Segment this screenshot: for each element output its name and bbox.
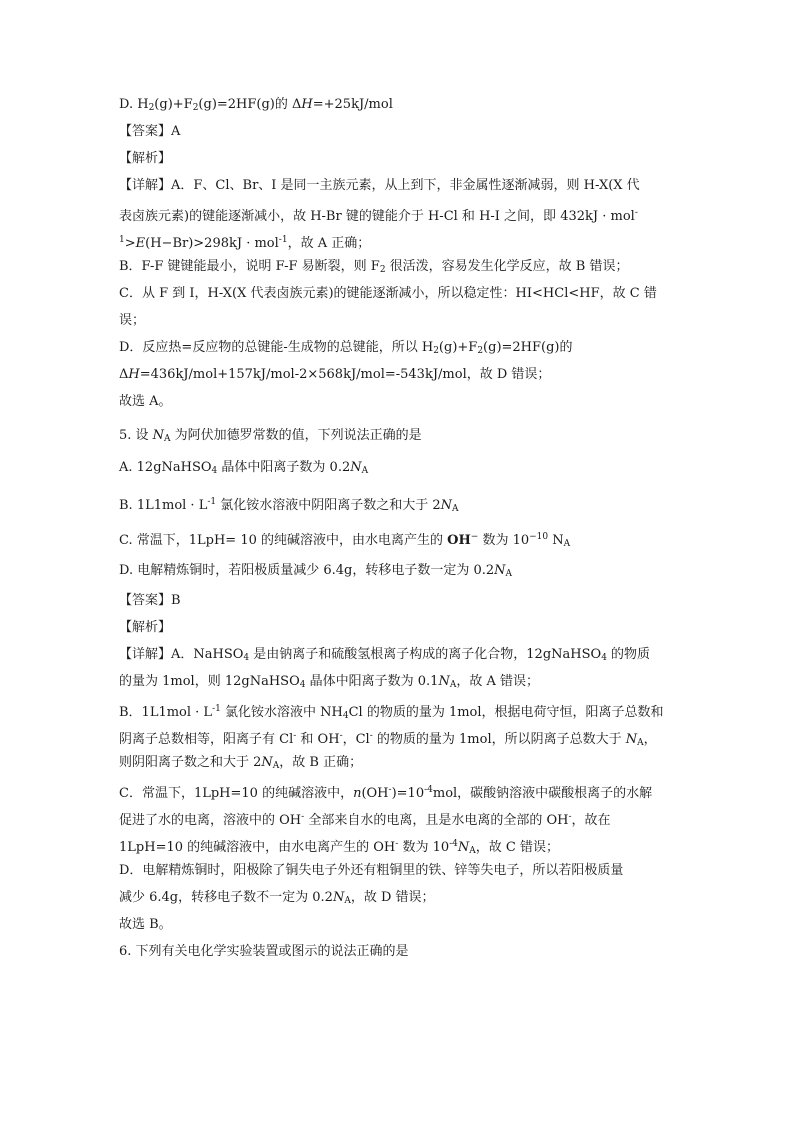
text-run: - <box>395 839 399 849</box>
text-run: A <box>637 738 644 748</box>
text-run: 2 <box>433 346 439 356</box>
text-line <box>119 647 679 666</box>
text-run: (OH <box>361 786 389 801</box>
text-run: -1 <box>212 704 221 714</box>
text-run: -1 <box>207 497 217 507</box>
text-line <box>119 259 679 278</box>
text-run: ，故 A 正确； <box>287 236 371 251</box>
text-line <box>119 944 679 960</box>
text-run: N <box>440 498 453 513</box>
text-run: A <box>469 846 476 856</box>
text-run: A <box>563 539 571 549</box>
text-run: D. H <box>119 97 149 112</box>
text-run: A <box>361 466 369 476</box>
text-line <box>119 313 679 329</box>
text-run: 故选 A。 <box>119 394 172 409</box>
text-run: 1LpH=10 的纯碱溶液中，由水电离产生的 OH <box>119 840 396 855</box>
text-run: N <box>625 732 638 747</box>
text-run: 是由钠离子和硫酸氢根离子构成的离子化合物，12gNaHSO <box>249 647 602 662</box>
text-run: N <box>261 755 273 770</box>
text-run: 的物质的量为 1mol，所以阴离子总数大于 <box>372 732 626 747</box>
text-run: A <box>449 680 457 690</box>
text-run: n <box>353 786 362 801</box>
text-run: 氯化铵水溶液中阴阳离子数之和大于 2 <box>216 498 441 513</box>
text-run: > <box>124 236 136 251</box>
text-run: 2 <box>379 265 386 275</box>
text-run: (g)=2HF(g)的 <box>483 340 573 355</box>
text-run: 减少 6.4g，转移电子数不一定为 0.2 <box>119 890 333 905</box>
text-run: (g)+F <box>154 97 193 112</box>
text-run: D．反应热=反应物的总键能-生成物的总键能，所以 H <box>119 340 434 355</box>
text-run: N <box>152 428 165 443</box>
text-run: 【解析】 <box>119 620 172 635</box>
text-run: (H−Br)>298kJ · mol <box>145 236 279 251</box>
text-run: N <box>457 840 470 855</box>
text-line <box>119 782 679 802</box>
text-run: N <box>350 460 362 475</box>
text-run: 【详解】A．NaHSO <box>119 647 244 662</box>
text-run: Δ <box>119 367 129 382</box>
text-run: 的量为 1mol，则 12gNaHSO <box>119 674 300 689</box>
text-line <box>119 755 679 774</box>
text-line <box>119 428 679 447</box>
text-line <box>119 890 679 909</box>
text-line <box>119 494 679 517</box>
text-run: A <box>272 761 280 771</box>
text-run: ，Cl <box>342 732 370 747</box>
text-line <box>119 367 679 383</box>
text-run: 误； <box>119 313 146 328</box>
text-run: A <box>164 434 171 444</box>
text-run: 2 <box>192 103 199 113</box>
text-run: 2 <box>148 103 155 113</box>
text-run: ，故 B 正确； <box>279 755 363 770</box>
text-run: 促进了水的电离，溶液中的 OH <box>119 813 302 828</box>
text-run: 4 <box>243 653 250 663</box>
text-line <box>119 593 679 609</box>
text-run: 则阴阳离子数之和大于 2 <box>119 755 262 770</box>
text-line <box>119 529 679 552</box>
text-run: =+25kJ/mol <box>312 97 393 112</box>
text-run: 数为 10 <box>478 533 530 548</box>
text-run: N <box>332 890 345 905</box>
text-run: C．从 F 到 I，H-X(X 代表卤族元素)的键能逐渐减小，所以稳定性：HI<HCl<HF，故 C 错 <box>119 286 657 301</box>
text-run: (g)+F <box>438 340 478 355</box>
text-run: H <box>301 97 313 112</box>
text-line <box>119 620 679 636</box>
text-line <box>119 97 679 116</box>
text-run: 和 OH <box>296 732 340 747</box>
text-run: A. 12gNaHSO <box>119 460 212 475</box>
text-run: (g)=2HF(g)的 Δ <box>198 97 302 112</box>
text-line <box>119 863 679 879</box>
text-run: 阴离子总数相等，阳离子有 Cl <box>119 732 294 747</box>
text-run: N <box>494 563 506 578</box>
text-line <box>119 205 679 225</box>
text-run: 为阿伏加德罗常数的值，下列说法正确的是 <box>170 428 422 443</box>
text-run: C．常温下，1LpH=10 的纯碱溶液中， <box>119 786 354 801</box>
text-run: 【答案】A <box>119 124 181 139</box>
text-run: 5. 设 <box>119 428 153 443</box>
text-run: =436kJ/mol+157kJ/mol-2×568kJ/mol=-543kJ/mol，故 D 错误； <box>139 367 551 382</box>
text-run: - <box>339 731 343 741</box>
text-run: −10 <box>529 532 549 542</box>
text-run: C. 常温下，1LpH= 10 的纯碱溶液中，由水电离产生的 <box>119 533 448 548</box>
text-run: 故选 B。 <box>119 917 172 932</box>
text-line <box>119 151 679 167</box>
text-run: H <box>128 367 140 382</box>
text-line <box>119 836 679 859</box>
text-run: 数为 10 <box>398 840 450 855</box>
text-run: ，故 D 错误； <box>350 890 435 905</box>
text-run: -4 <box>424 785 433 795</box>
text-run: 4 <box>299 680 306 690</box>
text-run: - <box>388 785 392 795</box>
text-run: - <box>293 731 297 741</box>
text-line <box>119 563 679 582</box>
text-line <box>119 178 679 194</box>
text-run: 全部来自水的电离，且是水电离的全部的 OH <box>304 813 569 828</box>
text-run: E <box>135 236 146 251</box>
text-run: B. 1L1mol · L <box>119 498 208 513</box>
text-run: 6. 下列有关电化学实验装置或图示的说法正确的是 <box>119 944 409 959</box>
text-line <box>119 728 679 751</box>
text-run: 【解析】 <box>119 151 172 166</box>
text-line <box>119 917 679 933</box>
text-line <box>119 124 679 140</box>
text-run: 的物质 <box>606 647 651 662</box>
text-run: D. 电解精炼铜时，若阳极质量减少 6.4g，转移电子数一定为 0.2 <box>119 563 495 578</box>
text-line <box>119 674 679 693</box>
text-run: mol，碳酸钠溶液中碳酸根离子的水解 <box>432 786 653 801</box>
text-run: D．电解精炼铜时，阳极除了铜失电子外还有粗铜里的铁、锌等失电子，所以若阳极质量 <box>119 863 624 878</box>
text-run: -4 <box>449 839 458 849</box>
text-run: 晶体中阳离子数为 0.2 <box>217 460 351 475</box>
text-run: - <box>568 812 572 822</box>
text-line <box>119 394 679 410</box>
text-line <box>119 340 679 359</box>
text-run: 表卤族元素)的键能逐渐减小，故 H-Br 键的键能介于 H-Cl 和 H-I 之间，即 432kJ · mol <box>119 209 635 224</box>
text-run: A <box>344 896 351 906</box>
text-line <box>119 286 679 302</box>
text-line <box>119 809 679 829</box>
text-run: 4 <box>211 466 218 476</box>
text-run: B．1L1mol · L <box>119 705 213 720</box>
text-run: )=10 <box>391 786 425 801</box>
text-run: 很活泼，容易发生化学反应，故 B 错误； <box>385 259 629 274</box>
text-run: - <box>634 208 638 218</box>
text-run: 【答案】B <box>119 593 181 608</box>
text-run: 晶体中阳离子数为 0.1 <box>305 674 439 689</box>
text-run: - <box>369 731 373 741</box>
text-run: 【详解】A．F、Cl、Br、I 是同一主族元素，从上到下，非金属性逐渐减弱，则 H-X(X 代 <box>119 178 640 193</box>
text-line <box>119 460 679 479</box>
text-run: A <box>452 504 459 514</box>
text-run: Cl 的物质的量为 1mol，根据电荷守恒，阳离子总数和 <box>348 705 664 720</box>
text-line <box>119 701 679 724</box>
text-run: 4 <box>342 711 349 721</box>
text-run: ， <box>643 732 657 747</box>
text-run: 2 <box>477 346 484 356</box>
text-run: N <box>438 674 450 689</box>
text-line <box>119 232 679 252</box>
text-run: ，故 A 错误； <box>456 674 539 689</box>
text-run: ，故 C 错误； <box>475 840 559 855</box>
text-run: -1 <box>278 235 288 245</box>
text-run: 1 <box>119 235 125 245</box>
text-run: B．F-F 键键能最小，说明 F-F 易断裂，则 F <box>119 259 380 274</box>
text-run: − <box>470 532 479 542</box>
text-run: OH <box>447 533 471 548</box>
text-run: 4 <box>601 653 607 663</box>
text-run: - <box>301 812 305 822</box>
text-run: ，故在 <box>571 813 611 828</box>
text-run: A <box>505 569 513 579</box>
text-run: 氯化铵水溶液中 NH <box>220 705 343 720</box>
text-run: N <box>548 533 564 548</box>
